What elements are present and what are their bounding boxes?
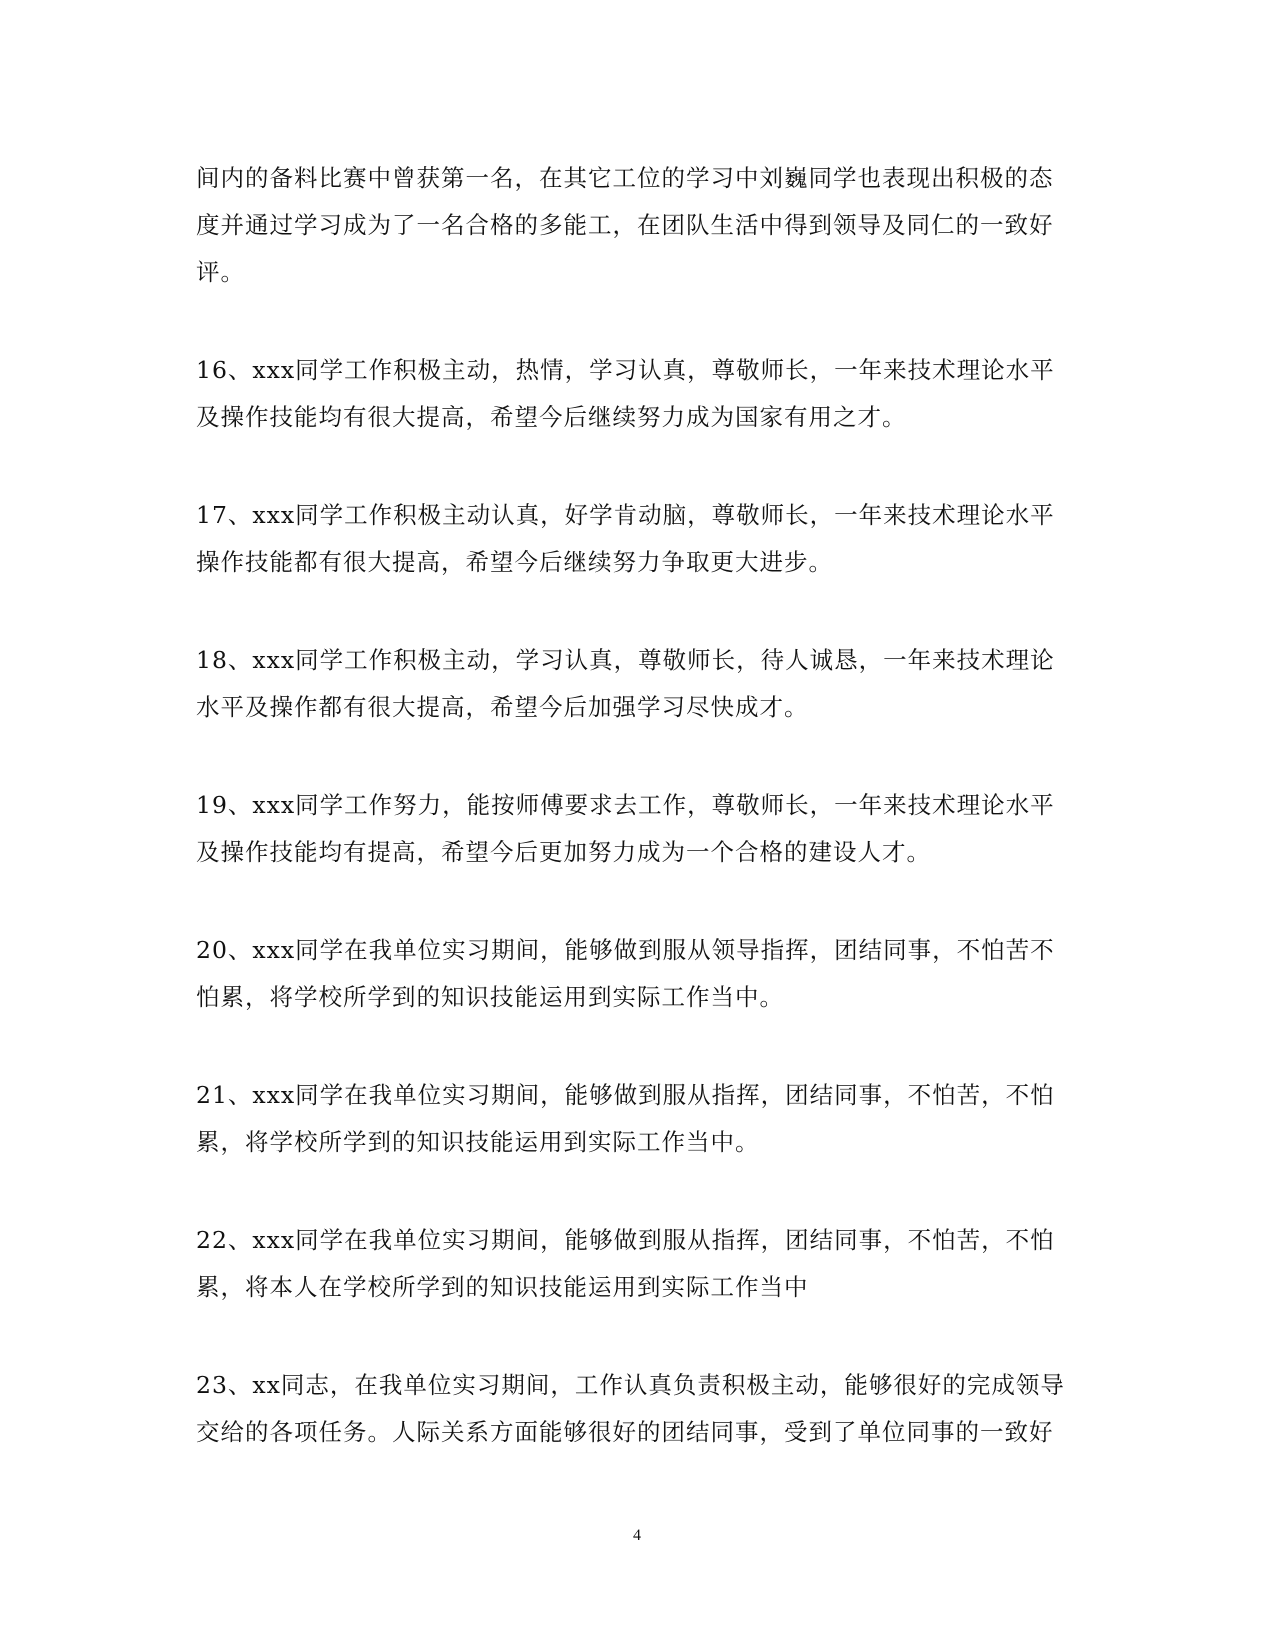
text-line: 23、xx同志，在我单位实习期间，工作认真负责积极主动，能够很好的完成领导 <box>196 1371 1065 1399</box>
text-line: 操作技能都有很大提高，希望今后继续努力争取更大进步。 <box>196 548 833 576</box>
text-line: 及操作技能均有提高，希望今后更加努力成为一个合格的建设人才。 <box>196 838 931 866</box>
text-line: 交给的各项任务。人际关系方面能够很好的团结同事，受到了单位同事的一致好 <box>196 1418 1054 1446</box>
paragraph-22 <box>196 1217 1076 1311</box>
text-line: 累，将本人在学校所学到的知识技能运用到实际工作当中 <box>196 1273 809 1301</box>
text-line: 20、xxx同学在我单位实习期间，能够做到服从领导指挥，团结同事，不怕苦不 <box>196 936 1055 964</box>
paragraph-23 <box>196 1362 1076 1456</box>
paragraph-16 <box>196 347 1076 441</box>
text-line: 度并通过学习成为了一名合格的多能工，在团队生活中得到领导及同仁的一致好 <box>196 211 1054 239</box>
text-line: 22、xxx同学在我单位实习期间，能够做到服从指挥，团结同事，不怕苦，不怕 <box>196 1226 1055 1254</box>
text-line: 17、xxx同学工作积极主动认真，好学肯动脑，尊敬师长，一年来技术理论水平 <box>196 501 1055 529</box>
text-line: 怕累，将学校所学到的知识技能运用到实际工作当中。 <box>196 983 784 1011</box>
page-number: 4 <box>633 1527 641 1544</box>
text-line: 及操作技能均有很大提高，希望今后继续努力成为国家有用之才。 <box>196 403 907 431</box>
text-line: 16、xxx同学工作积极主动，热情，学习认真，尊敬师长，一年来技术理论水平 <box>196 356 1055 384</box>
paragraph-17 <box>196 492 1076 586</box>
paragraph-20 <box>196 927 1076 1021</box>
text-line: 水平及操作都有很大提高，希望今后加强学习尽快成才。 <box>196 693 809 721</box>
text-line: 19、xxx同学工作努力，能按师傅要求去工作，尊敬师长，一年来技术理论水平 <box>196 791 1055 819</box>
paragraph-19 <box>196 782 1076 876</box>
text-line: 评。 <box>196 258 245 286</box>
paragraph-21 <box>196 1072 1076 1166</box>
text-line: 18、xxx同学工作积极主动，学习认真，尊敬师长，待人诚恳，一年来技术理论 <box>196 646 1055 674</box>
text-line: 累，将学校所学到的知识技能运用到实际工作当中。 <box>196 1128 760 1156</box>
paragraph-18 <box>196 637 1076 731</box>
text-line: 间内的备料比赛中曾获第一名，在其它工位的学习中刘巍同学也表现出积极的态 <box>196 164 1054 192</box>
paragraph-continued <box>196 155 1076 296</box>
text-line: 21、xxx同学在我单位实习期间，能够做到服从指挥，团结同事，不怕苦，不怕 <box>196 1081 1055 1109</box>
document-body <box>196 155 1076 1507</box>
